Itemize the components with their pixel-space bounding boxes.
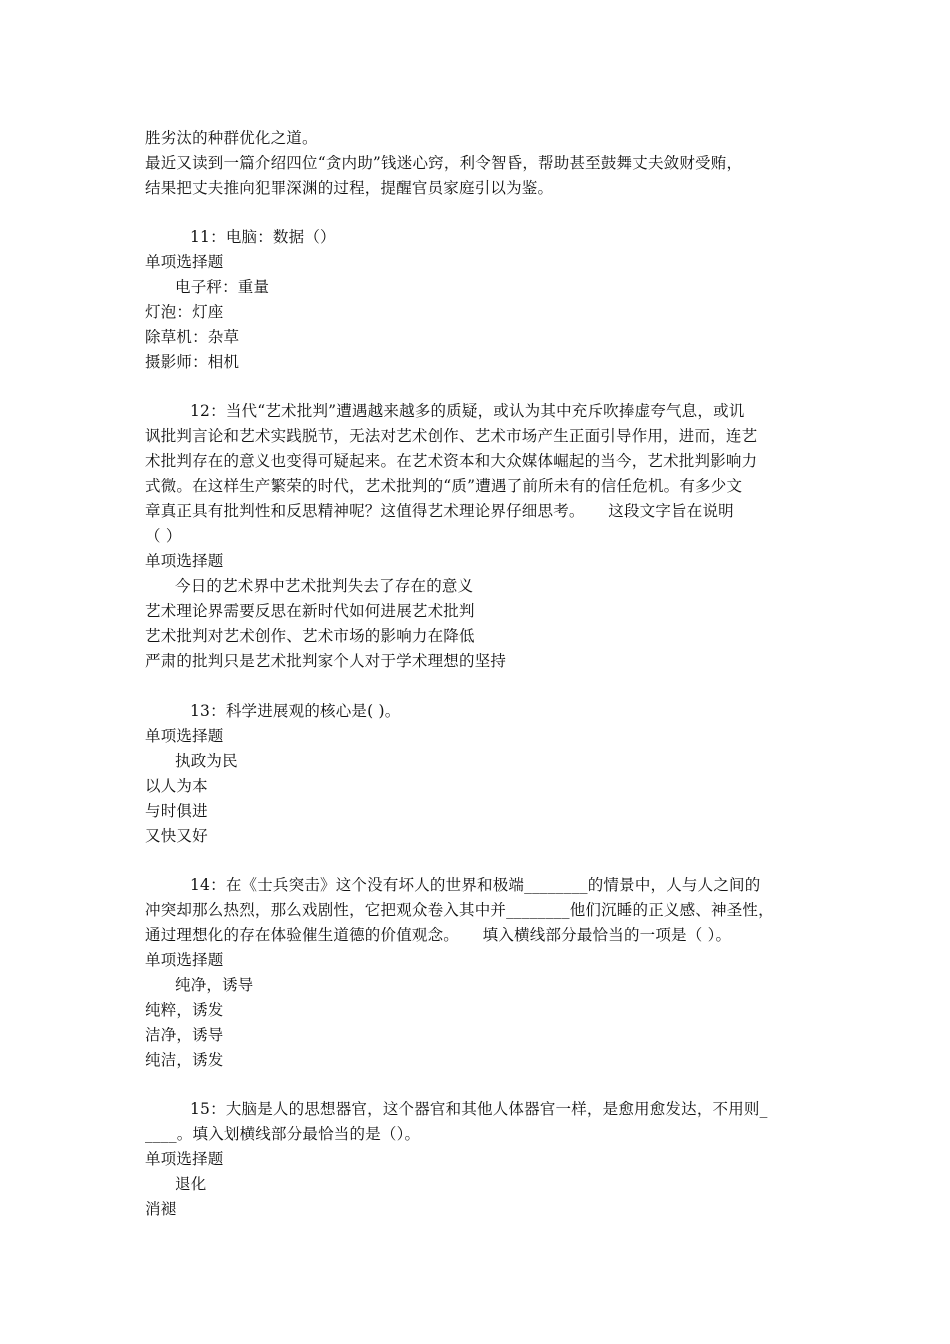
question-type: 单项选择题 <box>145 1150 224 1168</box>
question-stem-line: 章真正具有批判性和反思精神呢？这值得艺术理论界仔细思考。 这段文字旨在说明 <box>145 502 734 520</box>
option: 除草机：杂草 <box>145 328 240 346</box>
question-type: 单项选择题 <box>145 727 224 745</box>
option: 纯洁，诱发 <box>145 1051 224 1069</box>
option: 严肃的批判只是艺术批判家个人对于学术理想的坚持 <box>145 652 507 670</box>
question-stem-line: 式微。在这样生产繁荣的时代，艺术批判的“质”遭遇了前所未有的信任危机。有多少文 <box>145 477 743 495</box>
option: 艺术批判对艺术创作、艺术市场的影响力在降低 <box>145 627 475 645</box>
paragraph-line: 胜劣汰的种群优化之道。 <box>145 129 318 147</box>
paragraph-line: 最近又读到一篇介绍四位“贪内助”钱迷心窍，利令智昏，帮助甚至鼓舞丈夫敛财受贿， <box>145 154 743 172</box>
option: 纯净，诱导 <box>175 976 254 994</box>
option: 以人为本 <box>145 777 208 795</box>
option: 退化 <box>175 1175 207 1193</box>
question-stem: 13：科学进展观的核心是( )。 <box>190 702 401 720</box>
paragraph-line: 结果把丈夫推向犯罪深渊的过程，提醒官员家庭引以为鉴。 <box>145 179 554 197</box>
option: 执政为民 <box>175 752 238 770</box>
question-stem: 11：电脑：数据（） <box>190 228 336 246</box>
question-stem-line: 14：在《士兵突击》这个没有坏人的世界和极端________的情景中，人与人之间的 <box>190 876 761 894</box>
question-stem-line: 12：当代“艺术批判”遭遇越来越多的质疑，或认为其中充斥吹捧虚夸气息，或讥 <box>190 402 745 420</box>
option: 又快又好 <box>145 827 208 845</box>
question-stem-line: ____。填入划横线部分最恰当的是（）。 <box>145 1125 421 1143</box>
question-type: 单项选择题 <box>145 552 224 570</box>
option: 艺术理论界需要反思在新时代如何进展艺术批判 <box>145 602 475 620</box>
question-type: 单项选择题 <box>145 253 224 271</box>
option: 电子秤：重量 <box>175 278 270 296</box>
option: 今日的艺术界中艺术批判失去了存在的意义 <box>175 577 474 595</box>
option: 与时俱进 <box>145 802 208 820</box>
question-stem-line: 15：大脑是人的思想器官，这个器官和其他人体器官一样，是愈用愈发达，不用则_ <box>190 1100 768 1118</box>
option: 纯粹，诱发 <box>145 1001 224 1019</box>
question-type: 单项选择题 <box>145 951 224 969</box>
question-stem-line: 通过理想化的存在体验催生道德的价值观念。 填入横线部分最恰当的一项是（ ）。 <box>145 926 732 944</box>
question-stem-line: 冲突却那么热烈，那么戏剧性，它把观众卷入其中并________他们沉睡的正义感、神圣性， <box>145 901 774 919</box>
option: 摄影师：相机 <box>145 353 240 371</box>
option: 洁净，诱导 <box>145 1026 224 1044</box>
option: 灯泡：灯座 <box>145 303 224 321</box>
option: 消褪 <box>145 1200 177 1218</box>
question-stem-line: 术批判存在的意义也变得可疑起来。在艺术资本和大众媒体崛起的当今，艺术批判影响力 <box>145 452 758 470</box>
question-stem-line: 讽批判言论和艺术实践脱节，无法对艺术创作、艺术市场产生正面引导作用，进而，连艺 <box>145 427 758 445</box>
question-stem-line: （ ） <box>145 527 182 545</box>
